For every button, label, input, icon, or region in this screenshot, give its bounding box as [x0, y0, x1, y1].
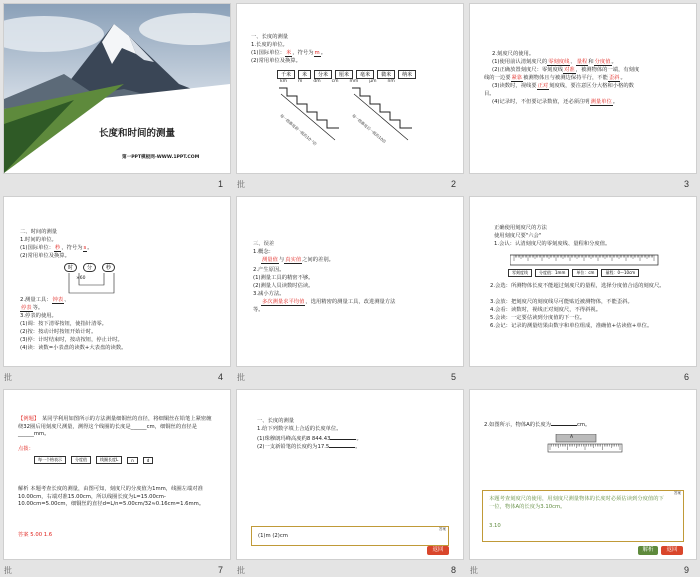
- ruler-object-diagram: [546, 434, 626, 460]
- comment-marker[interactable]: 批: [4, 373, 12, 382]
- text-part: ，选用精密的测量工具，改进测量方法: [305, 299, 396, 305]
- answer-blank: 歪斜: [608, 75, 620, 81]
- text-part: (1)珠穆朗玛峰高度约8 844.43: [257, 436, 331, 442]
- text-part: 与: [278, 257, 285, 263]
- answer-blank: 紧靠: [511, 75, 523, 81]
- answer-blank: 正对: [537, 83, 549, 89]
- answer-box-label: 答案: [674, 491, 681, 495]
- text-line: 1.时间的单位。: [20, 237, 57, 243]
- method-label: 点拨：: [18, 446, 34, 452]
- text-line: 3.减小方法。: [253, 291, 285, 297]
- object-label: A: [570, 435, 574, 440]
- section-heading: 三、误差: [253, 241, 275, 247]
- text-part: 被测物体且与被测边保持平行，不能: [523, 75, 608, 81]
- text-line: 等。: [253, 307, 264, 313]
- unit-symbol: dm: [313, 79, 321, 84]
- flow-box: 线圈长度L: [96, 456, 122, 464]
- slide-thumbnail-4[interactable]: [4, 197, 230, 366]
- answer-box: [251, 526, 449, 546]
- slide-thumbnail-2[interactable]: [237, 4, 463, 173]
- unit-box: 秒: [102, 263, 115, 272]
- slide-thumbnail-3[interactable]: [470, 4, 696, 173]
- unit-symbol: km: [280, 79, 287, 84]
- slide-number: 1: [218, 179, 224, 189]
- text-line: [492, 67, 639, 75]
- text-part: 、: [64, 297, 70, 303]
- slide-thumbnail-6[interactable]: [470, 197, 696, 366]
- text-part: (4)记录时，不但要记录数值，还必须注明: [492, 99, 590, 105]
- answer-box: [482, 490, 684, 542]
- analysis-text: 本题考查刻度尺的使用，用刻度尺测量物体的长度时必须估读到分度值的下一位，物体A的长度为3.10cm。: [489, 496, 664, 510]
- analysis-button[interactable]: 解析: [638, 546, 658, 555]
- text-part: 。: [320, 50, 326, 56]
- text-line: (2)测量人员读数时估读。: [253, 283, 314, 289]
- ruler-diagram: [510, 249, 660, 271]
- answer-blank: 停表: [21, 305, 32, 311]
- comment-marker[interactable]: 批: [470, 566, 478, 575]
- ruler-label: 分度值：1mm: [535, 269, 569, 277]
- text-part: 、: [570, 59, 576, 65]
- back-button[interactable]: 返回: [427, 546, 449, 555]
- text-line: [261, 299, 395, 307]
- unit-box: 时: [64, 263, 77, 272]
- unit-box: 微米: [377, 70, 395, 79]
- text-line: 3.停表的使用。: [20, 313, 57, 319]
- ruler-label: 量程：0～10cm: [601, 269, 639, 277]
- section-heading: 二、时间的测量: [20, 229, 58, 235]
- answer-blank: 钟表: [52, 297, 64, 303]
- section-heading: 一、长度的测量: [257, 418, 295, 424]
- text-line: [492, 83, 634, 91]
- text-line: 6.会记：记录的测量结果由数字和单位组成，准确值+估读值+单位。: [490, 323, 653, 329]
- comment-marker[interactable]: 批: [237, 566, 245, 575]
- unit-box: 厘米: [335, 70, 353, 79]
- answer-blank: 零刻度线: [548, 59, 570, 65]
- ruler-label: 单位：cm: [572, 269, 598, 277]
- text-line: (2)常用单位及换算。: [251, 58, 301, 64]
- answer-box-label: 答案: [439, 527, 446, 531]
- text-line: [20, 245, 93, 253]
- text-line: 1.会认：认清刻度尺的零刻度线、量程和分度值。: [494, 241, 611, 247]
- staircase-diagram: [277, 86, 427, 156]
- text-part: 刻度线，要注意区分大格和小格的数: [549, 83, 634, 89]
- example-tag: 【例题】: [18, 416, 40, 422]
- text-line: 4.会看：读数时，视线正对刻度尺，不得斜视。: [490, 307, 601, 313]
- slide-thumbnail-1[interactable]: [4, 4, 230, 173]
- text-part: ，符号为: [61, 245, 83, 251]
- ruler-label: 零刻度线: [508, 269, 532, 277]
- slide-thumbnail-7[interactable]: [4, 390, 230, 559]
- text-part: 。: [612, 99, 619, 105]
- flow-box: d: [143, 457, 154, 464]
- answer-blank: s: [83, 245, 87, 251]
- text-part: (3)读数时，视线要: [492, 83, 537, 89]
- text-part: (2)正确放置刻度尺：零刻度线: [492, 67, 564, 73]
- ruler-labels: [508, 269, 639, 277]
- text-line: 5.会读：一定要估读到分度值的下一位。: [490, 315, 586, 321]
- answer-blank: 量程: [576, 59, 588, 65]
- text-line: 2.刻度尺的使用。: [492, 51, 535, 57]
- answer-blank: m: [314, 50, 320, 56]
- flow-box: 每一个格表示: [34, 456, 66, 464]
- blank-line: [551, 420, 577, 426]
- answer-blank: 测量值: [262, 257, 278, 263]
- text-part: 2.测量工具：: [20, 297, 52, 303]
- conversion-rate: ×60: [76, 276, 86, 281]
- text-line: 3.会放：把刻度尺的刻度线尽可能贴近被测物体，不能歪斜。: [490, 299, 633, 305]
- flow-diagram: [34, 456, 153, 464]
- slide-number: 9: [684, 565, 690, 575]
- text-part: 和: [588, 59, 594, 65]
- answer-blank: 多次测量求平均值: [262, 299, 305, 305]
- text-line: (1)测量工具的精密不够。: [253, 275, 314, 281]
- text-line: 2.产生原因。: [253, 267, 285, 273]
- mountain-photo: [4, 4, 230, 173]
- text-line: 目。: [484, 91, 495, 97]
- text-line: (2)按：按动计时按钮开始计时。: [20, 329, 97, 335]
- comment-marker[interactable]: 批: [4, 566, 12, 575]
- back-button[interactable]: 返回: [661, 546, 683, 555]
- answer-text: 答案 5.00 1.6: [18, 532, 53, 538]
- unit-symbols: [280, 79, 395, 84]
- unit-box: 分: [83, 263, 96, 272]
- text-line: (4)读：读数=小表盘的读数+大表盘的读数。: [20, 345, 127, 351]
- text-part: 。: [355, 444, 361, 450]
- slide-number: 7: [218, 565, 224, 575]
- text-line: 正确使用刻度尺的方法: [494, 225, 547, 231]
- slide-thumbnail-5[interactable]: [237, 197, 463, 366]
- unit-chain: [277, 70, 416, 79]
- slide-number: 5: [451, 372, 457, 382]
- text-line: [492, 99, 618, 107]
- unit-box: 千米: [277, 70, 295, 79]
- slide-number: 6: [684, 372, 690, 382]
- text-part: (1)使用前认清刻度尺的: [492, 59, 548, 65]
- text-line: (3)停：计时结束时，按动按钮，停止计时。: [20, 337, 123, 343]
- text-line: [20, 297, 69, 305]
- slide-thumbnail-8[interactable]: [237, 390, 463, 559]
- answer-blank: 米: [286, 50, 292, 56]
- text-line: (2)常用单位及换算。: [20, 253, 70, 259]
- section-heading: 一、长度的测量: [251, 34, 289, 40]
- text-part: ，符号为: [292, 50, 314, 56]
- text-line: 1.长度的单位。: [251, 42, 288, 48]
- text-part: 线的一边要: [484, 75, 511, 81]
- slide-number: 3: [684, 179, 690, 189]
- text-line: (1)调：按下清零按钮，使指针清零。: [20, 321, 107, 327]
- text-line: 2.会选：所测物体长度不能超过刻度尺的量程，选择分度值合适的刻度尺。: [490, 283, 665, 289]
- text-line: [257, 442, 361, 452]
- unit-box: 纳米: [398, 70, 416, 79]
- blank-line: [329, 442, 355, 448]
- unit-box: 毫米: [356, 70, 374, 79]
- stair-label: 每一级都是前一级的10⁻¹倍: [279, 112, 318, 147]
- unit-box: 米: [298, 70, 311, 79]
- text-line: [492, 59, 617, 67]
- text-line: [251, 50, 326, 58]
- question-text: 某同学利用如图所示的方法测量细铜丝的直径，将细铜丝在铅笔上紧密缠绕32圈后用刻度尺测量，测得这个线圈的长度是______cm，细铜丝的直径是______mm。: [18, 416, 212, 438]
- answer-value: (1)m (2)cm: [258, 533, 288, 539]
- text-line: [20, 305, 43, 313]
- text-part: (2)一支新铅笔的长度约为17.5: [257, 444, 330, 450]
- answer-blank: 测量单位: [590, 99, 612, 105]
- answer-blank: 真实值: [285, 257, 302, 263]
- text-part: (1)国际单位：: [251, 50, 285, 56]
- text-line: 1.概念：: [253, 249, 274, 255]
- slide-number: 4: [218, 372, 224, 382]
- answer-blank: 秒: [55, 245, 61, 251]
- conversion-arrows: [64, 271, 124, 301]
- slide-subtitle: 第一PPT模板网-WWW.1PPT.COM: [122, 155, 200, 160]
- flow-box: 分度值: [71, 456, 91, 464]
- unit-symbol: cm: [331, 79, 339, 84]
- text-part: cm。: [576, 422, 591, 428]
- unit-symbol: nm: [387, 79, 395, 84]
- text-part: 2.如图所示，物体A的长度为: [484, 422, 551, 428]
- unit-symbol: μm: [369, 79, 377, 84]
- text-line: [484, 75, 626, 83]
- text-line: 1.给下列数字填上合适的长度单位。: [257, 426, 342, 432]
- text-line: 使用刻度尺要"六会": [494, 233, 542, 239]
- slide-thumbnail-9[interactable]: [470, 390, 696, 559]
- unit-symbol: m: [298, 79, 303, 84]
- answer-blank: 分度值: [594, 59, 611, 65]
- flow-box: n: [127, 457, 138, 464]
- text-line: [484, 420, 590, 430]
- text-part: 。: [87, 245, 93, 251]
- answer-value: 3.10: [489, 523, 501, 529]
- unit-symbol: mm: [349, 79, 359, 84]
- text-part: 。: [611, 59, 617, 65]
- answer-blank: 对准: [564, 67, 575, 73]
- text-part: (1)国际单位：: [20, 245, 54, 251]
- text-part: 等。: [32, 305, 44, 311]
- comment-marker[interactable]: 批: [237, 180, 245, 189]
- stair-label: 每一级都是后一级的10倍: [351, 112, 388, 145]
- text-part: 。: [356, 436, 362, 442]
- text-part: 之间的差别。: [302, 257, 334, 263]
- text-part: 。: [620, 75, 626, 81]
- slide-title: 长度和时间的测量: [99, 128, 176, 139]
- comment-marker[interactable]: 批: [237, 373, 245, 382]
- slide-number: 2: [451, 179, 457, 189]
- text-part: ，被测物体的一端，有刻度: [575, 67, 640, 73]
- blank-line: [330, 434, 356, 440]
- slide-number: 8: [451, 565, 457, 575]
- unit-box: 分米: [314, 70, 332, 79]
- analysis-text: 解析 本题考查长度的测量，由图可知，刻度尺的分度值为1mm，线圈左端对准10.00cm，右端对准15.00cm，所以线圈长度为L=15.00cm-10.00cm=5.00cm，细铜丝的直径d=L/n=5.00cm/32≈0.16cm=1.6mm。: [18, 486, 205, 508]
- text-line: [261, 257, 334, 265]
